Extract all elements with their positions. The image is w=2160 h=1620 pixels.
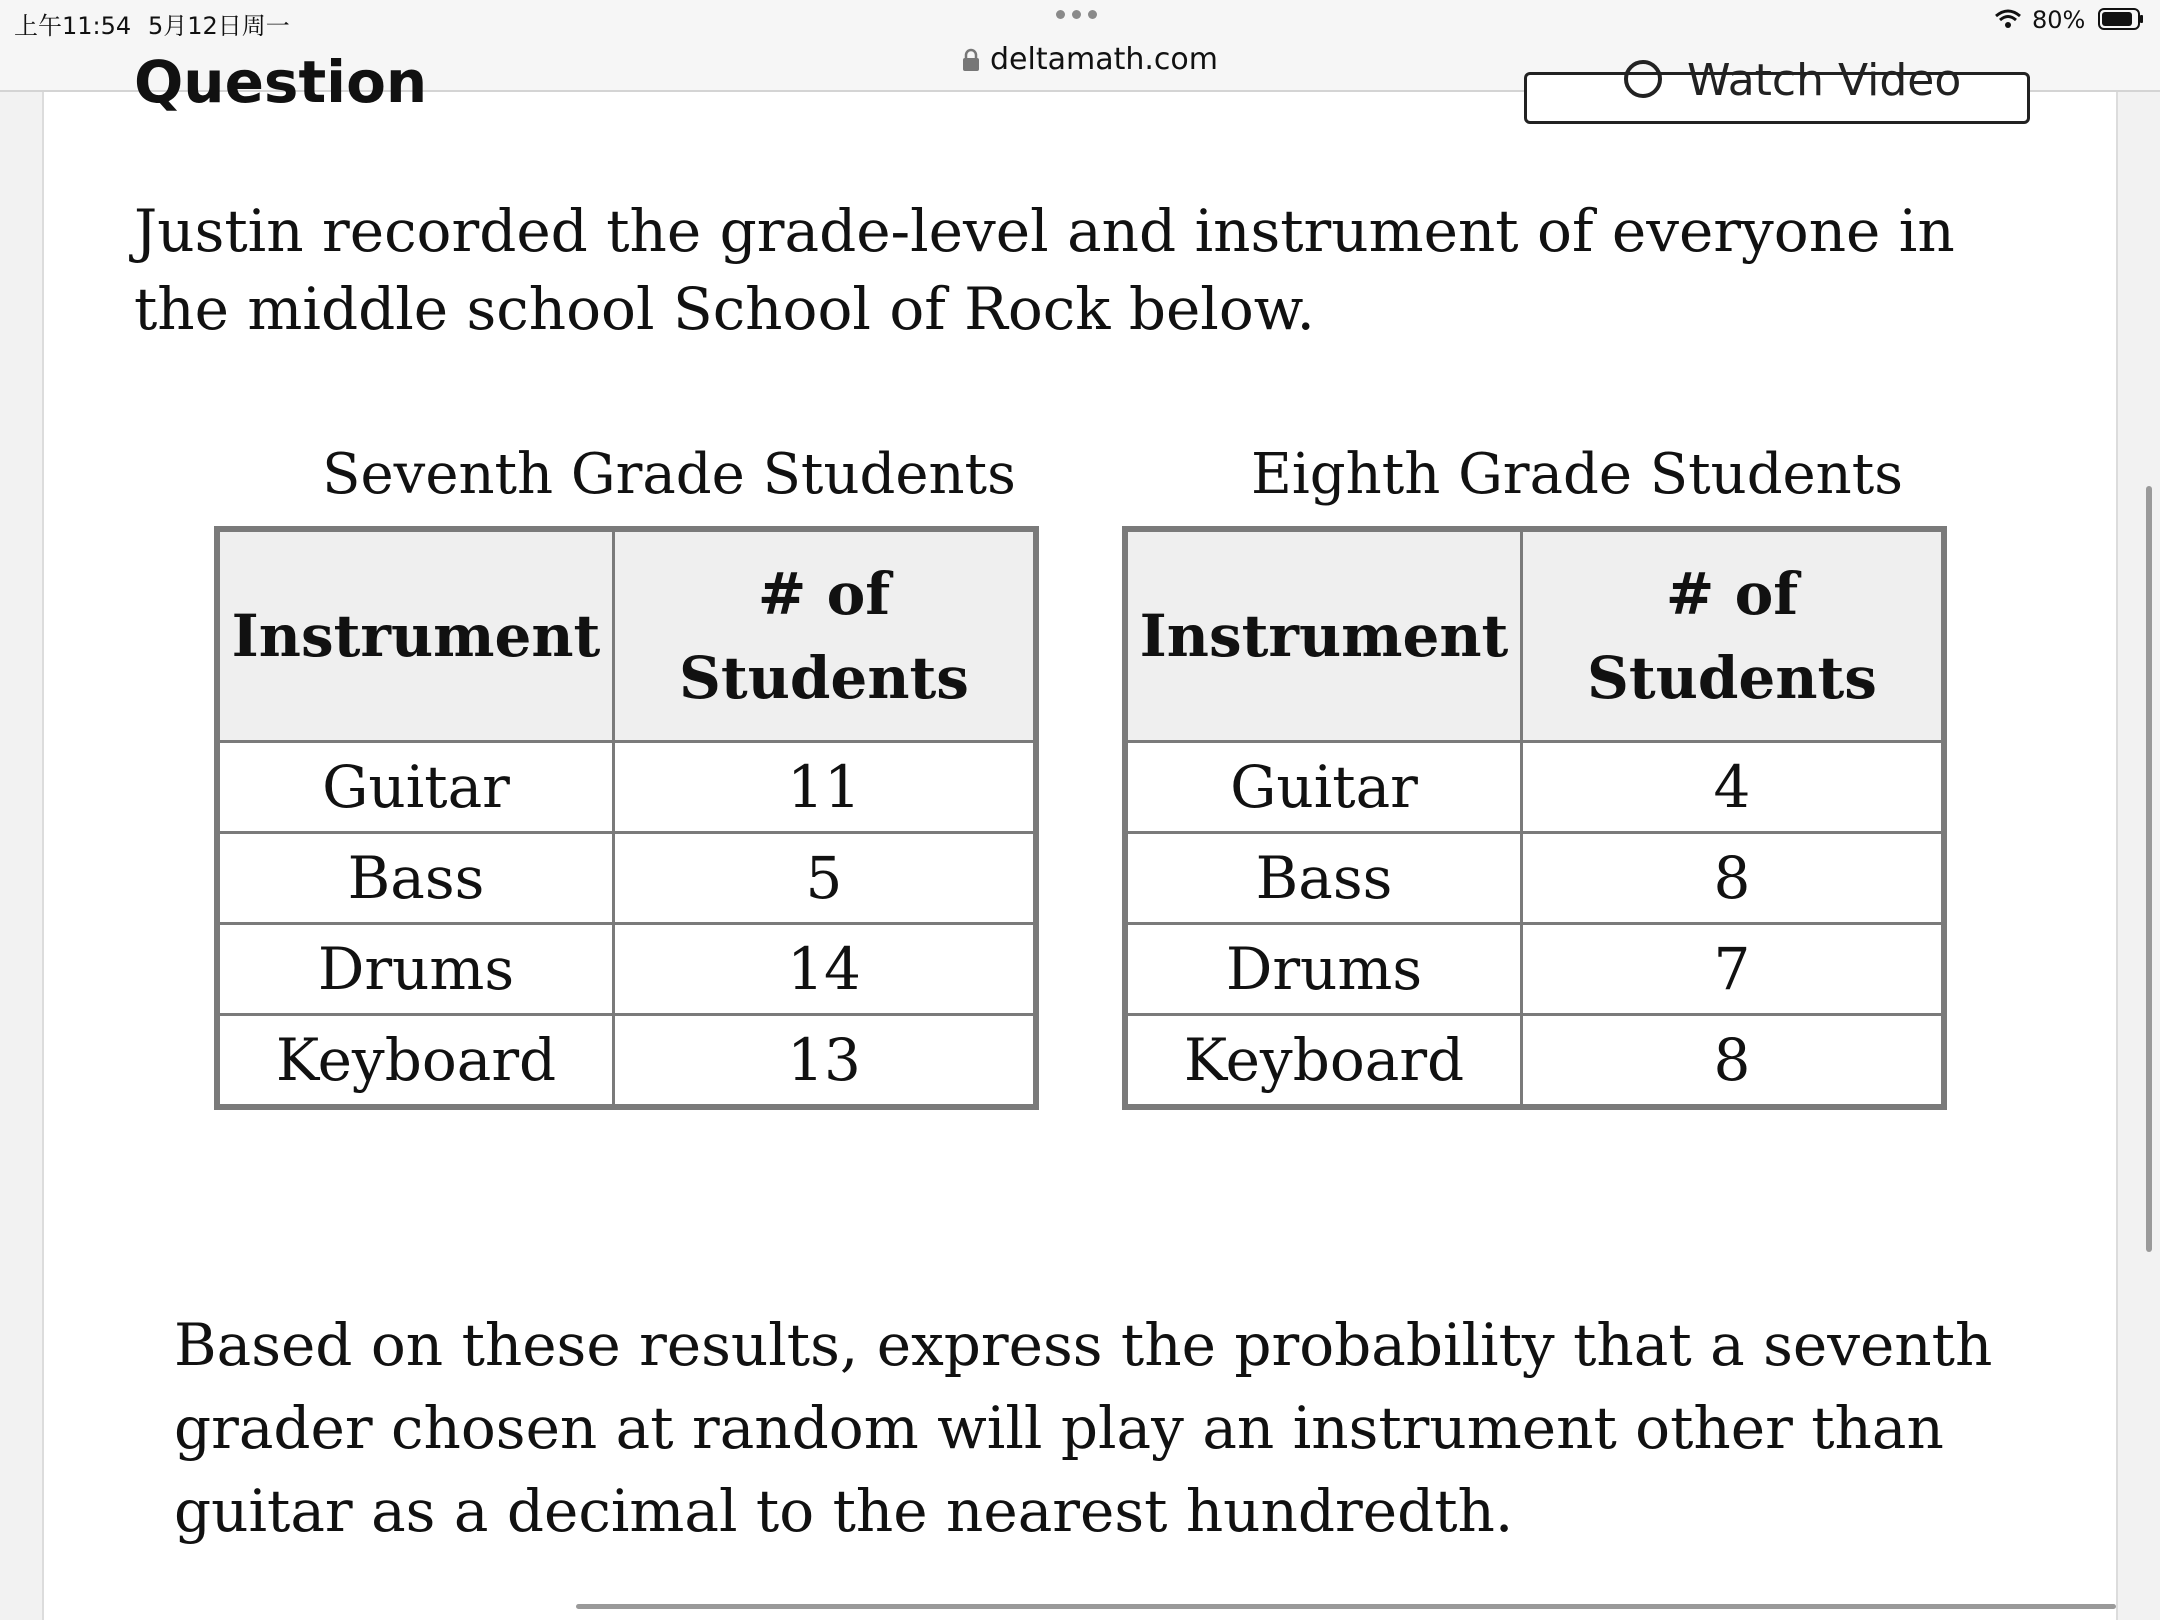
question-text: Based on these results, express the probability that a seventh grader chosen at random will play an instrument other than guitar as a decimal to the nearest hundredth. bbox=[174, 1311, 1993, 1545]
page-title: Question bbox=[134, 48, 428, 116]
table-row bbox=[1125, 833, 1944, 924]
instrument-cell: Keyboard bbox=[217, 1015, 614, 1108]
count-cell: 11 bbox=[614, 742, 1037, 833]
count-cell: 8 bbox=[1522, 1015, 1945, 1108]
url-text[interactable]: deltamath.com bbox=[990, 42, 1218, 77]
seventh-grade-caption: Seventh Grade Students bbox=[322, 442, 1016, 507]
vertical-scrollbar[interactable] bbox=[2146, 486, 2152, 1252]
watch-video-button[interactable] bbox=[1524, 55, 2030, 124]
table-row bbox=[217, 742, 1036, 833]
status-date: 5月12日周一 bbox=[148, 12, 290, 40]
eighth-grade-table bbox=[1122, 526, 1947, 1110]
column-header: Instrument bbox=[217, 529, 614, 742]
status-time: 上午11:54 bbox=[14, 12, 132, 40]
count-cell: 13 bbox=[614, 1015, 1037, 1108]
table-row bbox=[217, 924, 1036, 1015]
play-icon bbox=[1623, 59, 1663, 99]
column-header: # of Students bbox=[614, 529, 1037, 742]
table-row bbox=[217, 833, 1036, 924]
status-bar bbox=[0, 0, 2160, 40]
count-cell: 7 bbox=[1522, 924, 1945, 1015]
problem-prompt: Justin recorded the grade-level and instrument of everyone in the middle school School of Rock below. bbox=[134, 197, 1955, 343]
count-cell: 4 bbox=[1522, 742, 1945, 833]
count-cell: 8 bbox=[1522, 833, 1945, 924]
home-indicator[interactable] bbox=[576, 1604, 2116, 1609]
instrument-cell: Drums bbox=[1125, 924, 1522, 1015]
multitasking-dots-icon[interactable] bbox=[1056, 10, 1097, 19]
instrument-cell: Bass bbox=[217, 833, 614, 924]
column-header: Instrument bbox=[1125, 529, 1522, 742]
column-header: # of Students bbox=[1522, 529, 1945, 742]
table-row bbox=[217, 1015, 1036, 1108]
table-row bbox=[1125, 1015, 1944, 1108]
table-row bbox=[1125, 742, 1944, 833]
count-cell: 14 bbox=[614, 924, 1037, 1015]
table-header-row bbox=[217, 529, 1036, 742]
instrument-cell: Guitar bbox=[1125, 742, 1522, 833]
instrument-cell: Guitar bbox=[217, 742, 614, 833]
instrument-cell: Bass bbox=[1125, 833, 1522, 924]
instrument-cell: Drums bbox=[217, 924, 614, 1015]
battery-icon bbox=[2098, 8, 2144, 30]
table-row bbox=[1125, 924, 1944, 1015]
lock-icon bbox=[962, 48, 980, 72]
instrument-cell: Keyboard bbox=[1125, 1015, 1522, 1108]
wifi-icon bbox=[1994, 8, 2022, 30]
watch-video-label: Watch Video bbox=[1687, 55, 1962, 106]
count-cell: 5 bbox=[614, 833, 1037, 924]
table-header-row bbox=[1125, 529, 1944, 742]
battery-percent: 80% bbox=[2032, 6, 2086, 34]
eighth-grade-caption: Eighth Grade Students bbox=[1251, 442, 1903, 507]
seventh-grade-table bbox=[214, 526, 1039, 1110]
